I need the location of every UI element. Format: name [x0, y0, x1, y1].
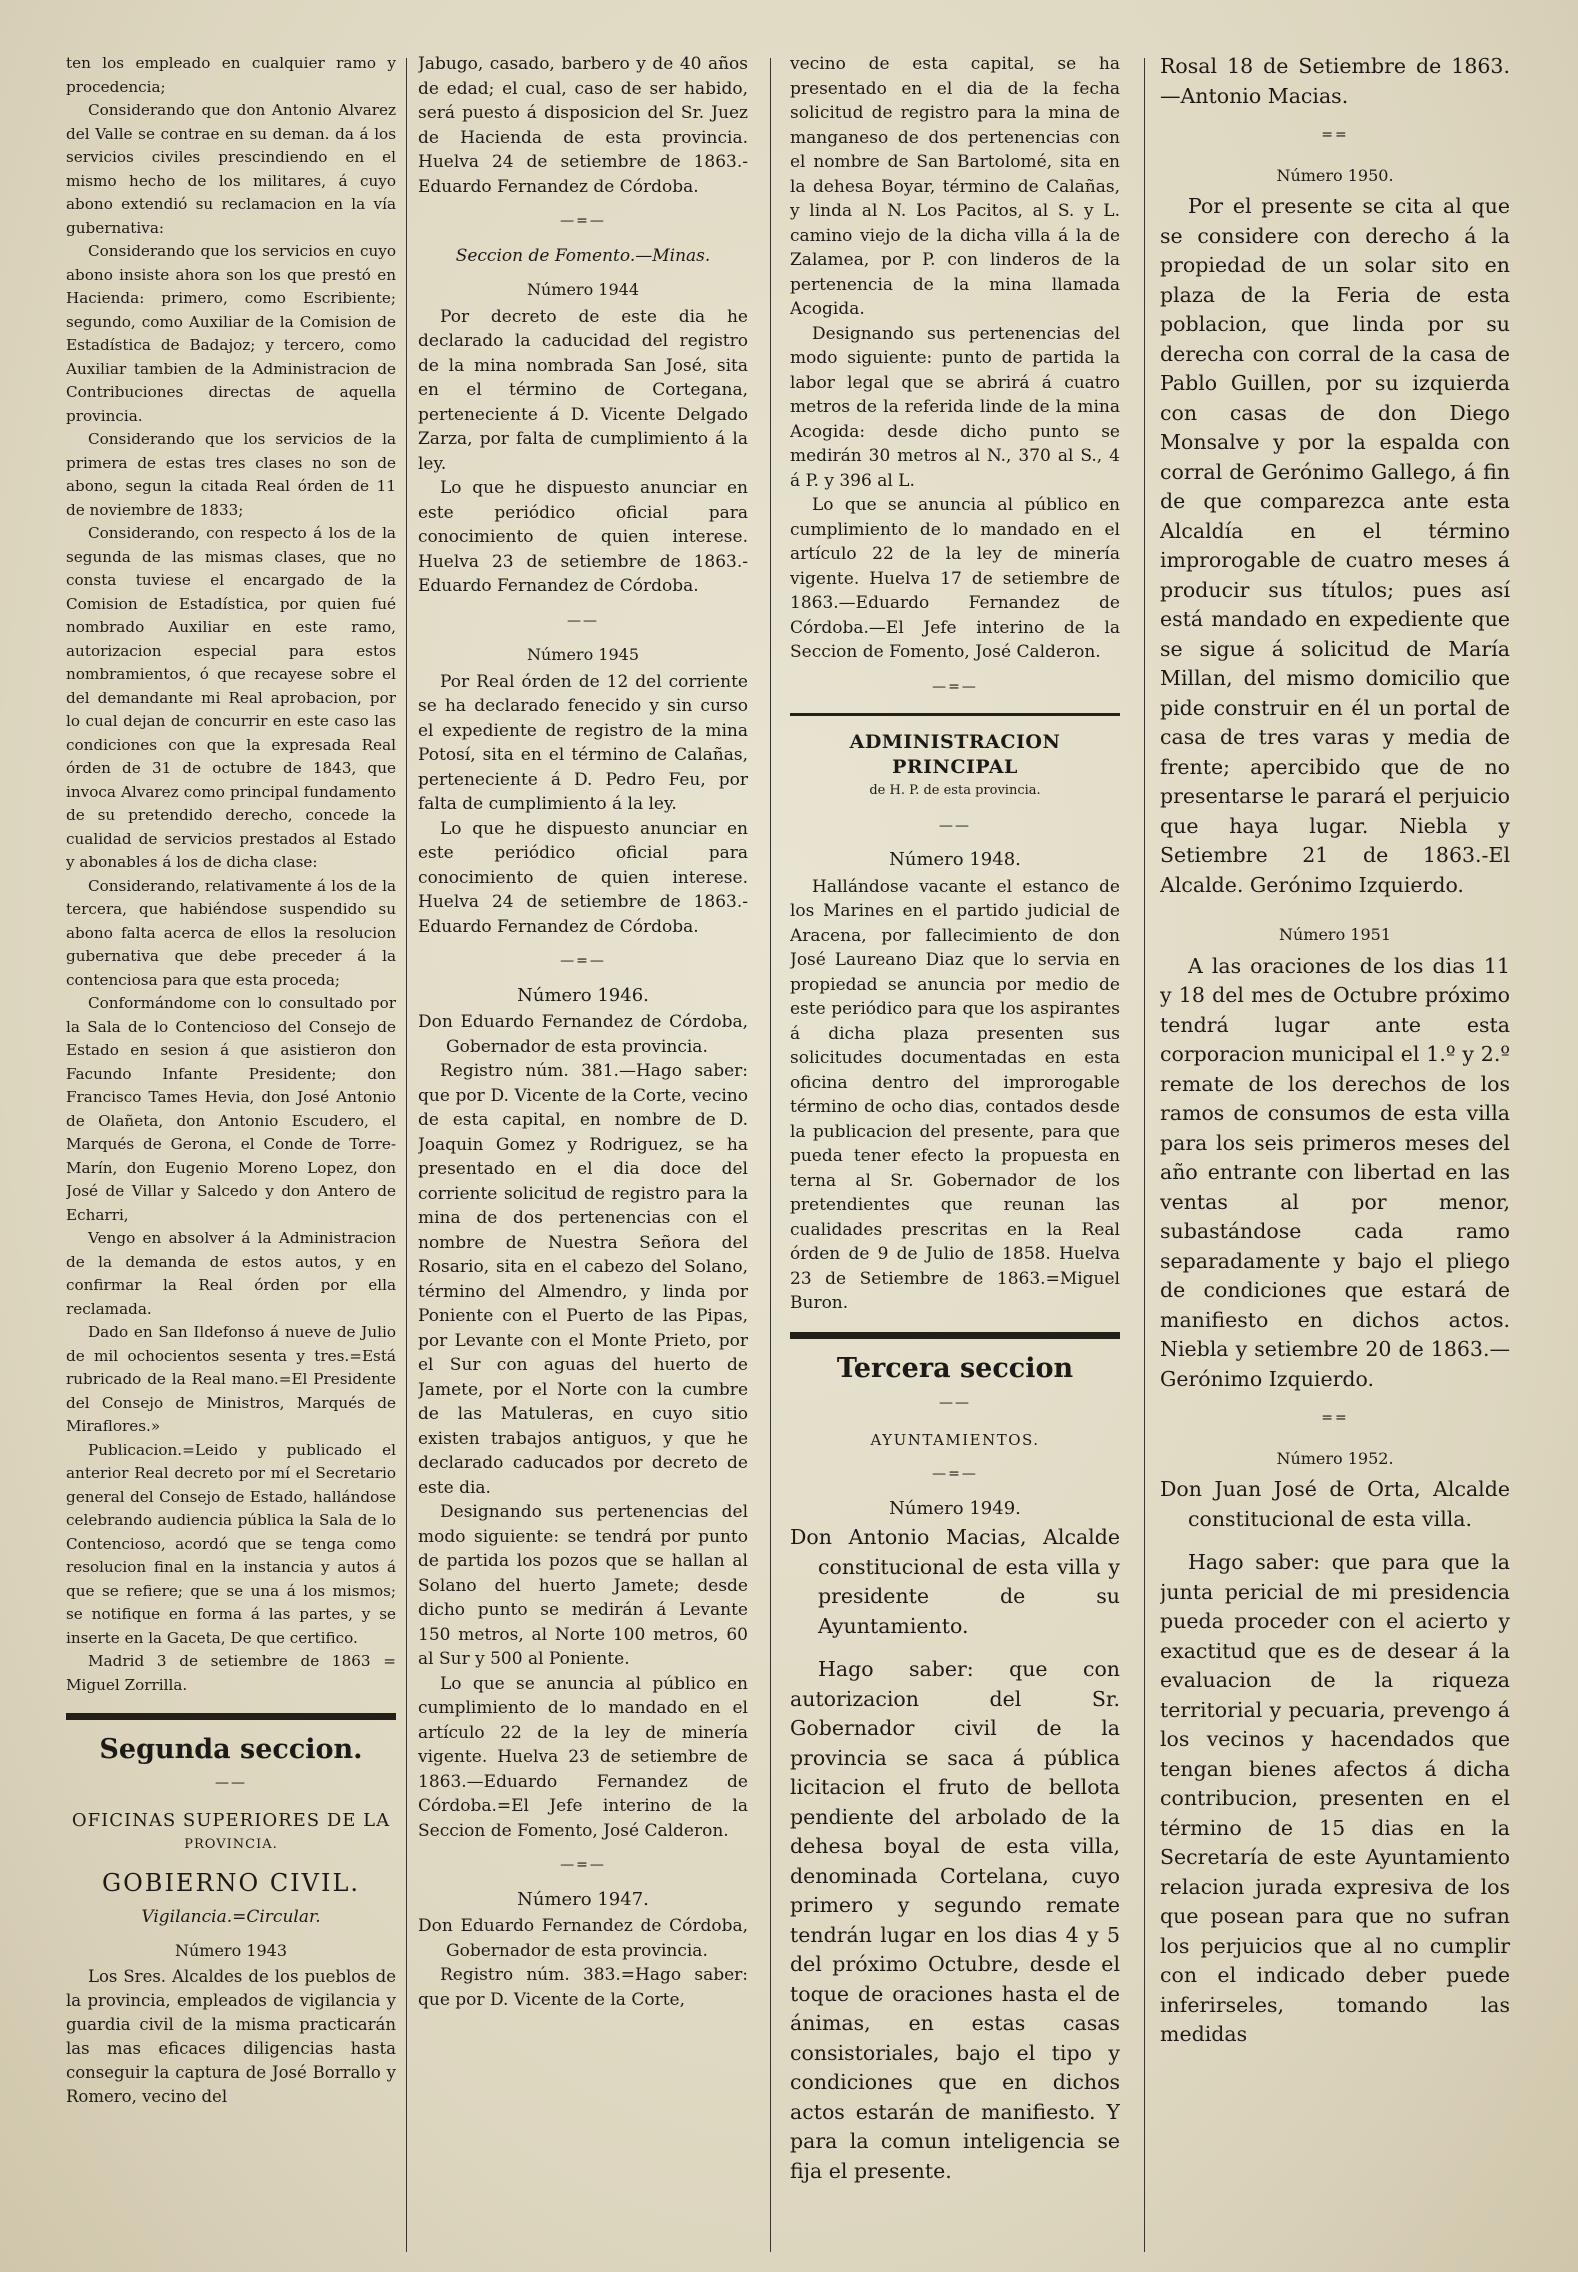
ayuntamientos-heading: AYUNTAMIENTOS. — [870, 1430, 1040, 1449]
vigilancia-heading: Vigilancia.=Circular. — [141, 1906, 321, 1927]
paragraph: Don Antonio Macias, Alcalde constitucional de esta villa y presidente de su Ayuntamiento. — [790, 1525, 1120, 1638]
paragraph: Hallándose vacante el estanco de los Marines en el partido judicial de Aracena, por fallecimiento de don José Laureano Diaz que lo servia en propiedad se anuncia por medio de este periódico para que los aspirantes á dicha plaza presenten sus solicitudes documentadas en esta oficina dentro del improrogable término de ocho dias, contados desde la publicacion del presente, para que pueda tener efecto la propuesta en terna al Sr. Gobernador de los pretendientes que reunan las cualidades prescritas en la Real órden de 9 de Julio de 1858. Huelva 23 de Setiembre de 1863.=Miguel Buron. — [790, 876, 1120, 1313]
section-rule — [790, 713, 1120, 716]
paragraph: Considerando, relativamente á los de la tercera, que habiéndose suspendido su abono falta acerca de ellos la resolucion gubernativa que debe preceder á la contenciosa para que esta proceda; — [66, 876, 396, 989]
paragraph: Publicacion.=Leido y publicado el anterior Real decreto por mí el Secretario general del Consejo de Estado, hallándose celebrando audiencia pública la Sala de lo Contencioso, acordó que se tenga como resolucion final en la instancia y autos á que se refiere; que se una á los mismos; se notifique en forma á las partes, y se inserte en la Gaceta, De que certifico. — [66, 1440, 396, 1647]
separator: —=— — [560, 1857, 606, 1873]
paragraph: Lo que se anuncia al público en cumplimiento de lo mandado en el artículo 22 de la ley de minería vigente. Huelva 17 de setiembre de 1863.—Eduardo Fernandez de Córdoba.—El Jefe interino de la Seccion de Fomento, José Calderon. — [790, 495, 1120, 662]
notice-number: Número 1948. — [889, 849, 1021, 870]
fomento-heading: Seccion de Fomento.—Minas. — [455, 245, 711, 266]
column-1 — [66, 52, 396, 2252]
paragraph: Por el presente se cita al que se considere con derecho á la propiedad de un solar sito en plaza de la Feria de esta poblacion, que linda por su derecha con corral de la casa de Pablo Guillen, por su izquierda con casas de don Diego Monsalve y por la espalda con corral de Gerónimo Gallego, á fin de que comparezca ante esta Alcaldía en el término improrogable de cuatro meses á producir sus títulos; pues así está mandado en expediente que se sigue á solicitud de María Millan, del mismo domicilio que pide construir en él un portal de casa de tres varas y media de frente; apercibido que de no presentarse le parará el perjuicio que haya lugar. Niebla y Setiembre 21 de 1863.-El Alcalde. Gerónimo Izquierdo. — [1160, 194, 1510, 897]
paragraph: vecino de esta capital, se ha presentado en el dia de la fecha solicitud de registro para la mina de manganeso de dos pertenencias con el nombre de San Bartolomé, sita en la dehesa Boyar, término de Calañas, y linda al N. Los Pacitos, al S. y L. camino viejo de la dicha villa á la de Zalamea, por P. con linderos de la pertenencia de la mina llamada Acogida. — [790, 54, 1120, 319]
paragraph: Dado en San Ildefonso á nueve de Julio de mil ochocientos sesenta y tres.=Está rubricado de la Real mano.=El Presidente del Consejo de Ministros, Marqués de Miraflores.» — [66, 1323, 396, 1435]
notice-number: Número 1950. — [1276, 165, 1394, 185]
notice-number: Número 1946. — [517, 984, 649, 1006]
separator: == — [1321, 127, 1349, 143]
separator: —=— — [560, 953, 606, 969]
gobierno-civil-heading: GOBIERNO CIVIL. — [101, 1869, 361, 1897]
paragraph: Designando sus pertenencias del modo siguiente: punto de partida la labor legal que se abrirá á cuatro metros de la referida linde de la mina Acogida: desde dicho punto se medirán 30 metros al N., 370 al S., 4 á P. y 396 al L. — [790, 323, 1120, 491]
paragraph: Hago saber: que para que la junta pericial de mi presidencia pueda proceder con el acierto y exactitud que es de desear á la evaluacion de la riqueza territorial y pecuaria, prevengo á los vecinos y hacendados que tengan bienes afectos á dicha contribucion, presenten en el término de 15 dias en la Secretaría de este Ayuntamiento relacion jurada expresiva de los que posean para que no sufran los perjuicios que al no cumplir con el indicado deber puede inferirseles, tomando las medidas — [1160, 1550, 1510, 2046]
paragraph: A las oraciones de los dias 11 y 18 del mes de Octubre próximo tendrá lugar ante esta corporacion municipal el 1.º y 2.º remate de los derechos de los ramos de consumos de esta villa para los seis primeros meses del año entrante con libertad en las ventas al por menor, subastándose cada ramo separadamente y bajo el pliego de condiciones que estará de manifiesto en dichos actos. Niebla y setiembre 20 de 1863.—Gerónimo Izquierdo. — [1160, 953, 1510, 1391]
paragraph: Por decreto de este dia he declarado la caducidad del registro de la mina nombrada San José, sita en el término de Cortegana, perteneciente á D. Vicente Delgado Zarza, por falta de cumplimiento á la ley. — [418, 306, 748, 474]
separator: —— — [567, 612, 599, 629]
notice-number: Número 1952. — [1276, 1448, 1394, 1468]
column-4 — [1160, 52, 1510, 2252]
paragraph: Don Eduardo Fernandez de Córdoba, Gobernador de esta provincia. — [418, 1916, 748, 1961]
separator: —— — [939, 817, 971, 834]
paragraph: Considerando que los servicios de la primera de estas tres clases no son de abono, segun la citada Real órden de 11 de noviembre de 1833; — [66, 430, 396, 519]
separator: —=— — [932, 1466, 978, 1482]
paragraph: Registro núm. 381.—Hago saber: que por D. Vicente de la Corte, vecino de esta capital, en nombre de D. Joaquin Gomez y Rodriguez, se ha presentado en el dia doce del corriente solicitud de registro para la mina de dos pertenencias con el nombre de Nuestra Señora del Rosario, sita en el cabezo del Solano, término del Almendro, y linda por Poniente con el Puerto de las Pipas, por Levante con el Monte Prieto, por el Sur con aguas del huerto de Jamete, por el Norte con la cumbre de las Matuleras, en cuyo sitio existen trabajos antiguos, y que he declarado caducados por decreto de este dia. — [418, 1061, 748, 1498]
paragraph: Los Sres. Alcaldes de los pueblos de la provincia, empleados de vigilancia y guardia civil de la misma practicarán las mas eficaces diligencias hasta conseguir la captura de José Borrallo y Romero, vecino del — [66, 1966, 396, 2106]
notice-number: Número 1943 — [174, 1941, 288, 1960]
paragraph: Vengo en absolver á la Administracion de la demanda de estos autos, y en confirmar la Real órden por ella reclamada. — [66, 1229, 396, 1318]
administracion-subheading: de H. P. de esta provincia. — [869, 783, 1041, 798]
administracion-heading: ADMINISTRACION PRINCIPAL — [849, 731, 1061, 778]
paragraph: Don Eduardo Fernandez de Córdoba, Gobernador de esta provincia. — [418, 1012, 748, 1057]
paragraph: Hago saber: que con autorizacion del Sr. Gobernador civil de la provincia se saca á pública licitacion el fruto de bellota pendiente del arbolado de la dehesa boyal de esta villa, denominada Cortelana, cuyo primero y segundo remate tendrán lugar en los dias 4 y 5 del próximo Octubre, desde el toque de oraciones hasta el de ánimas, en estas casas consistoriales, bajo el tipo y condiciones que en dichos actos estarán de manifiesto. Y para la comun inteligencia se fija el presente. — [790, 1657, 1120, 2183]
notice-number: Número 1944 — [526, 280, 640, 299]
column-3 — [790, 52, 1120, 2252]
paragraph: Registro núm. 383.=Hago saber: que por D. Vicente de la Corte, — [418, 1965, 748, 2010]
section-title-segunda: Segunda seccion. — [99, 1734, 363, 1765]
paragraph: Lo que he dispuesto anunciar en este periódico oficial para conocimiento de quien interese. Huelva 23 de setiembre de 1863.-Eduardo Fernandez de Córdoba. — [418, 478, 748, 596]
separator: —=— — [560, 213, 606, 229]
paragraph: ten los empleado en cualquier ramo y procedencia; — [66, 54, 396, 96]
section-rule — [790, 1332, 1120, 1339]
office-title: OFICINAS SUPERIORES DE LA — [71, 1810, 391, 1831]
notice-number: Número 1947. — [517, 1888, 649, 1910]
paragraph: Considerando que los servicios en cuyo abono insiste ahora son los que prestó en Hacienda: primero, como Escribiente; segundo, como Auxiliar de la Comision de Estadística de Badajoz; y tercero, como Auxiliar tambien de la Administracion de Contribuciones directas de aquella provincia. — [66, 242, 396, 425]
separator: —=— — [932, 678, 978, 695]
paragraph: Por Real órden de 12 del corriente se ha declarado fenecido y sin curso el expediente de registro de la mina Potosí, sita en el término de Calañas, perteneciente á D. Pedro Feu, por falta de cumplimiento á la ley. — [418, 671, 748, 814]
column-divider — [770, 58, 771, 2252]
separator: == — [1321, 1410, 1349, 1426]
paragraph: Conformándome con lo consultado por la Sala de lo Contencioso del Consejo de Estado en sesion á que asistieron don Facundo Infante Presidente; don Francisco Tames Hevia, don José Antonio de Olañeta, don Antonio Escudero, el Marqués de Gerona, el Conde de Torre-Marín, don Eugenio Moreno Lopez, don José de Villar y Salcedo y don Antero de Echarri, — [66, 994, 396, 1224]
column-divider — [1144, 58, 1145, 2252]
section-title-tercera: Tercera seccion — [836, 1352, 1074, 1384]
separator: —— — [215, 1774, 247, 1791]
paragraph: Lo que he dispuesto anunciar en este periódico oficial para conocimiento de quien interese. Huelva 24 de setiembre de 1863.-Eduardo Fernandez de Córdoba. — [418, 818, 748, 937]
notice-number: Número 1949. — [889, 1497, 1021, 1519]
paragraph: Madrid 3 de setiembre de 1863 = Miguel Zorrilla. — [66, 1652, 396, 1694]
paragraph: Don Juan José de Orta, Alcalde constitucional de esta villa. — [1160, 1477, 1510, 1531]
paragraph: Jabugo, casado, barbero y de 40 años de edad; el cual, caso de ser habido, será puesto á disposicion del Sr. Juez de Hacienda de esta provincia. Huelva 24 de setiembre de 1863.-Eduardo Fernandez de Córdoba. — [418, 54, 748, 197]
office-subtitle: PROVINCIA. — [184, 1836, 278, 1852]
section-rule — [66, 1713, 396, 1720]
paragraph: Considerando que don Antonio Alvarez del Valle se contrae en su deman. da á los servicios civiles prescindiendo en el mismo hecho de los militares, á cuyo abono extendió su reclamacion en la vía gubernativa: — [66, 101, 396, 237]
paragraph: Rosal 18 de Setiembre de 1863.—Antonio Macias. — [1160, 54, 1510, 108]
separator: —— — [939, 1395, 971, 1411]
notice-body — [790, 1523, 1120, 2186]
paragraph: Considerando, con respecto á los de la segunda de las mismas clases, que no consta tuviese el encargado de la Comision de Estadística, por quien fué nombrado Auxiliar en este ramo, autorizacion especial para estos nombramientos, ó que recayese sobre el del demandante mi Real aprobacion, por lo cual dejan de concurrir en este caso las condiciones con que la expresada Real órden de 31 de octubre de 1843, que invoca Alvarez como principal fundamento de su pretendido derecho, concede la cualidad de servicios prestados al Estado y abonables á los de dicha clase: — [66, 524, 396, 871]
notice-number: Número 1951 — [1278, 925, 1392, 944]
paragraph: Designando sus pertenencias del modo siguiente: se tendrá por punto de partida los pozos que se hallan al Solano del huerto Jamete; desde dicho punto se medirán á Levante 150 metros, al Norte 100 metros, 60 al Sur y 500 al Poniente. — [418, 1502, 748, 1669]
column-2 — [418, 52, 748, 2252]
notice-number: Número 1945 — [526, 645, 640, 664]
paragraph: Lo que se anuncia al público en cumplimiento de lo mandado en el artículo 22 de la ley de minería vigente. Huelva 23 de setiembre de 1863.—Eduardo Fernandez de Córdoba.=El Jefe interino de la Seccion de Fomento, José Calderon. — [418, 1673, 748, 1841]
column-divider — [406, 58, 407, 2252]
